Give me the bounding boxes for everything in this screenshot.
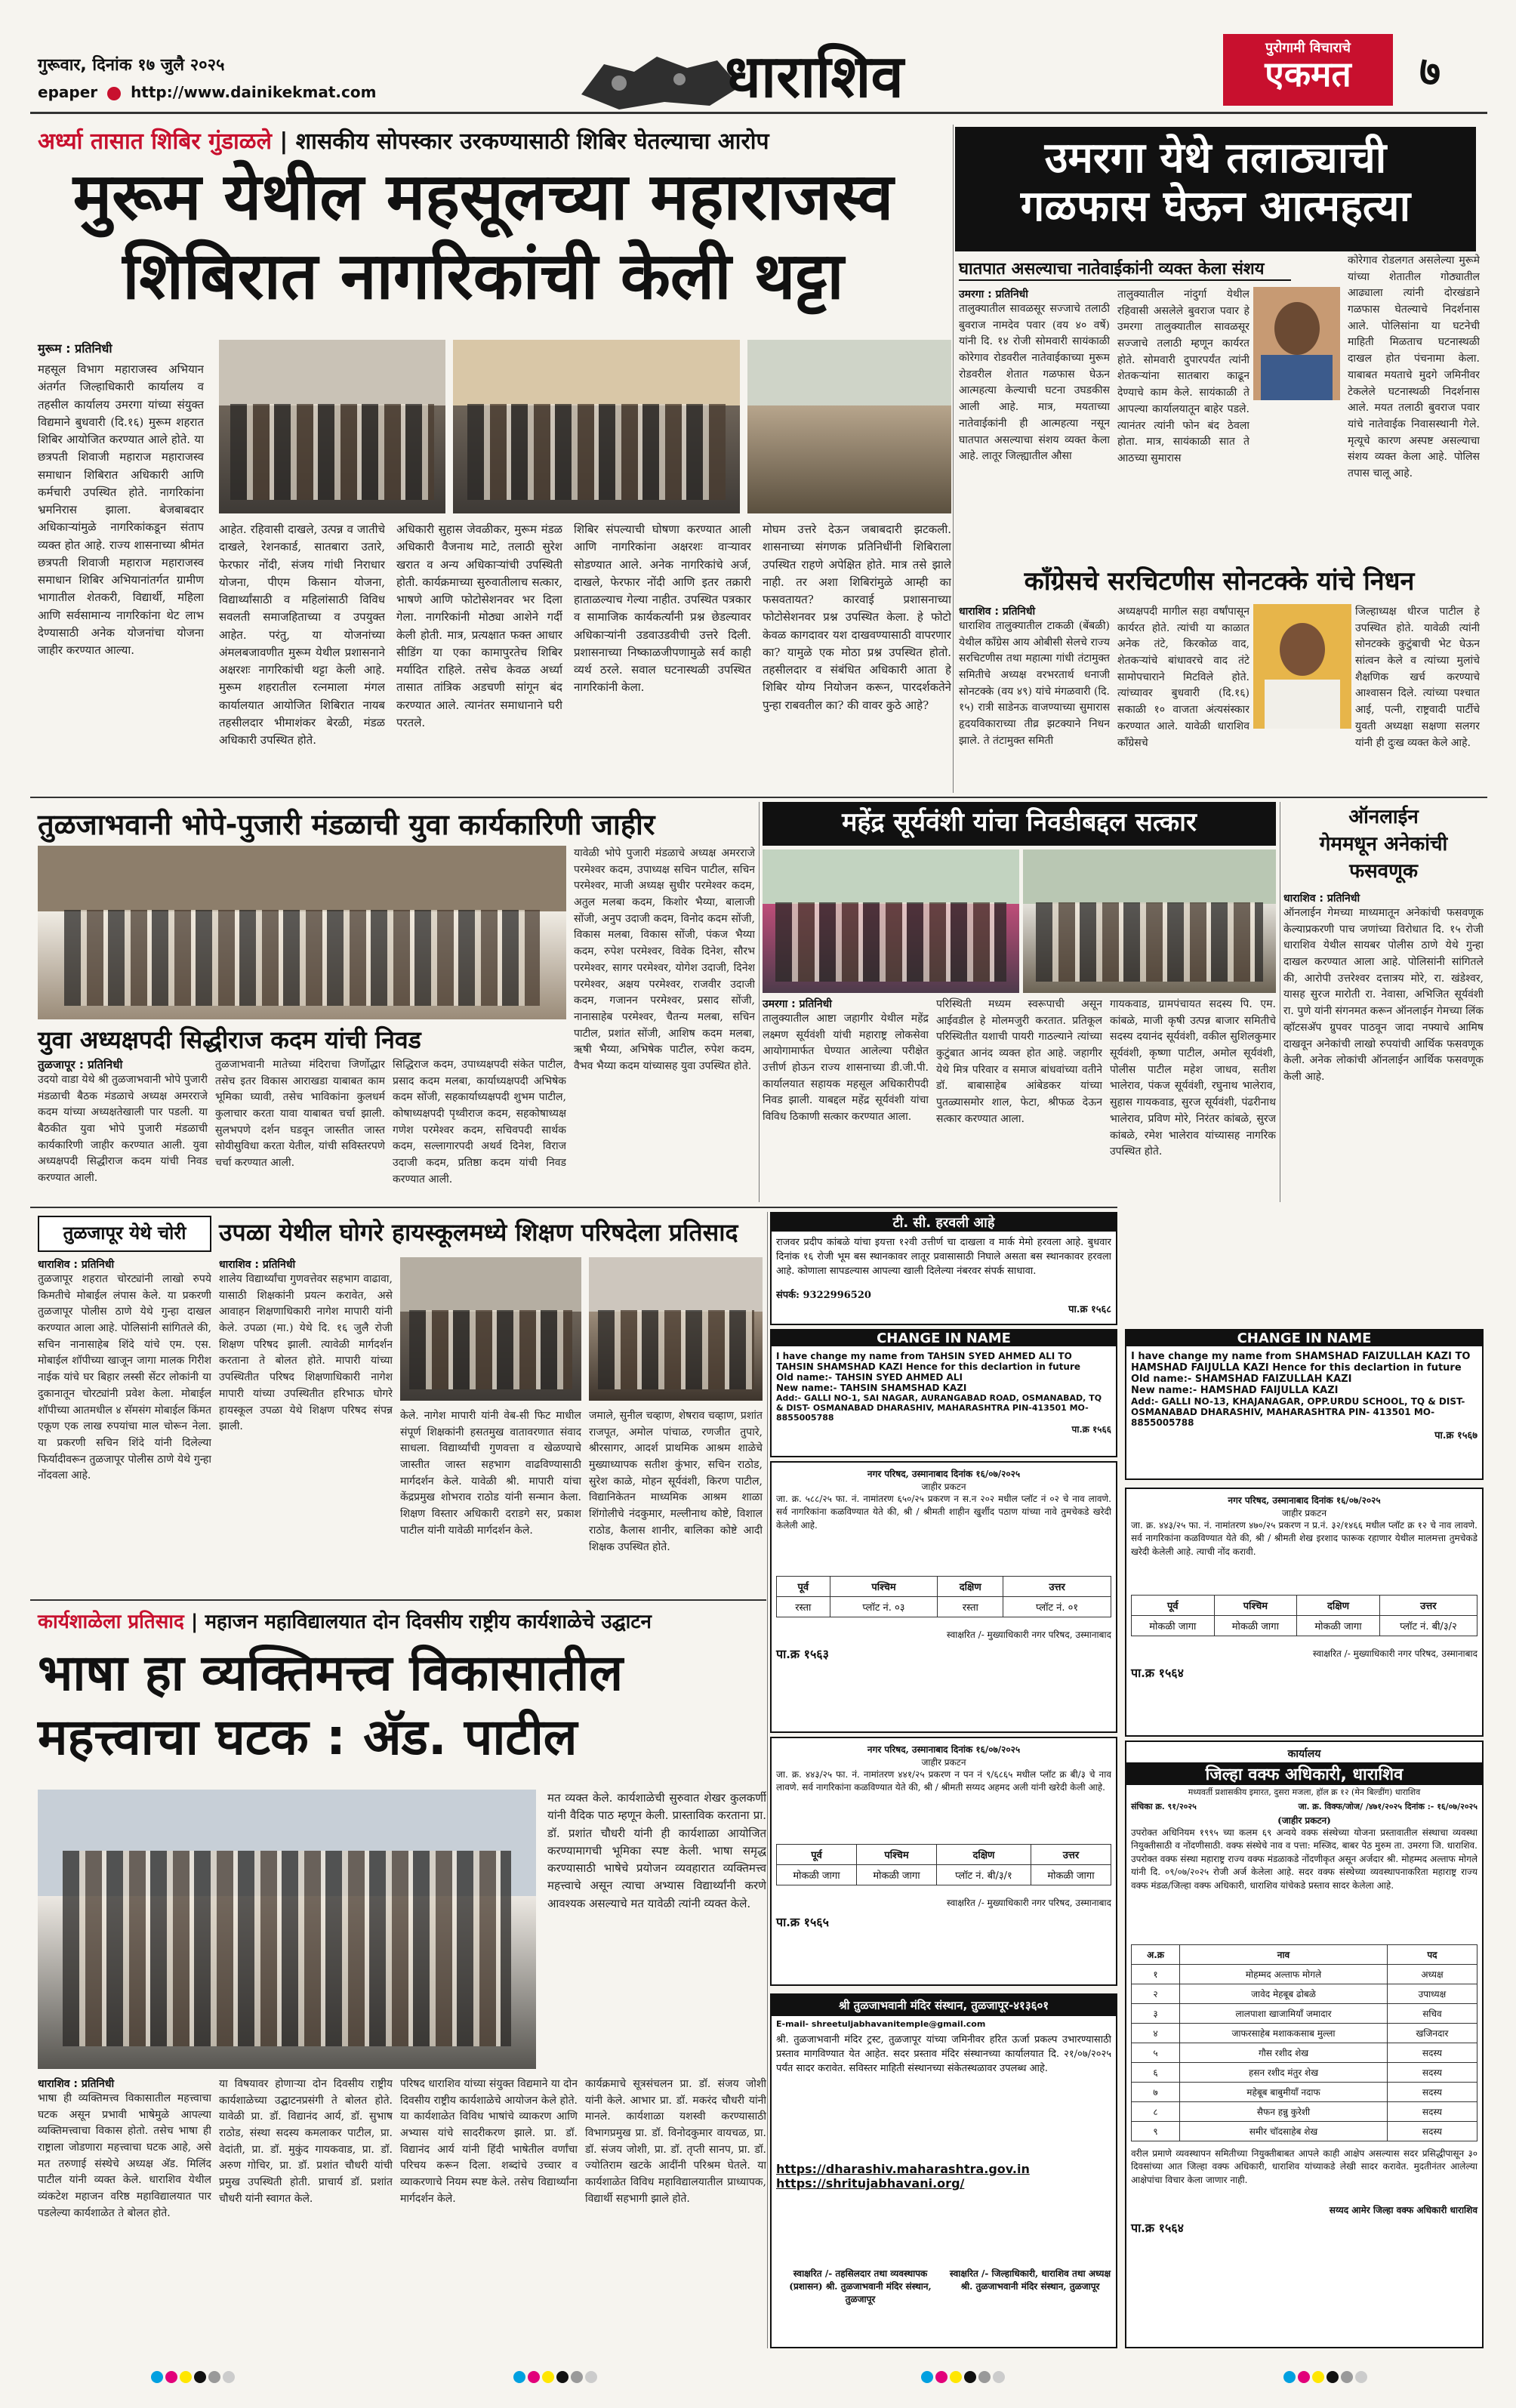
np1-th: दक्षिण [1297, 1596, 1380, 1616]
waqf-cell: ३ [1132, 2004, 1180, 2024]
mahajan-headline-2: महत्त्वाचा घटक : अ‍ॅड. पाटील [38, 1708, 578, 1766]
umarga-headline-1: उमरगा येथे तलाठ्याची [1044, 134, 1387, 183]
waqf-cell: ५ [1132, 2043, 1180, 2063]
np2-body: जा. क्र. ५८८/२५ फा. नं. नामांतरण ६५०/२५ प्रकरण न स.न २०२ मधील प्लॉट नं ०२ चे नाव लावणे. सर्व नागरिकांना कळविण्यात येते की, श्री / श्रीमती शाहीन खुर्शीद पठाण यांच्या नावे तुमचेकडे खरेदी केलेली आहे. [776, 1494, 1111, 1531]
np3-boundary-table [776, 1844, 1111, 1885]
online-fraud-headline-2: गेममधून अनेकांची फसवणूक [1319, 833, 1448, 883]
waqf-cell: जावेद मेहबूब ढोबळे [1180, 1984, 1388, 2004]
np2-td: रस्ता [777, 1597, 830, 1617]
change-name-1-new: New name:- HAMSHAD FAIJULLA KAZI [1131, 1385, 1339, 1396]
upla-headline: उपळा येथील घोगरे हायस्कूलमध्ये शिक्षण परिषदेला प्रतिसाद [219, 1218, 738, 1247]
lead-col-2: आहेत. रहिवासी दाखले, उत्पन्न व जातीचे दाखले, रेशनकार्ड, सातबारा उतारे, फेरफार नोंदी, संजय गांधी निराधार योजना, पीएम किसान योजना, विद्यार्थ्यांसाठी व महिलांसाठी विविध सवलती समाजहिताच्या व उपयुक्त आहेत. परंतु, या योजनांच्या अंमलबजावणीत मुरूम येथील प्रशासनाने अक्षरशः नागरिकांची थट्टा केली आहे. मुरूम शहरातील रत्नमाला मंगल कार्यालयात आयोजित शिबिरात नायब तहसीलदार भीमाशंकर बेरळी, मंडळ अधिकारी उपस्थित होते. [219, 523, 385, 747]
tulja-temple-link-2[interactable]: https://shritujabhavani.org/ [776, 2176, 965, 2191]
epaper-label: epaper [38, 83, 98, 101]
tuljabhavani-col-1: उदयो वाडा येथे श्री तुळजाभवानी भोपे पुजारी मंडळाची बैठक मंडळाचे अध्यक्ष अमरराजे कदम यांच्या अध्यक्षतेखाली पार पडली. या बैठकीत युवा भोपे पुजारी मंडळाची कार्यकारिणी जाहीर करण्यात आली. युवा अध्यक्षपदी सिद्धीराज कदम यांची निवड करण्यात आली. [38, 1074, 208, 1185]
np2-signer: स्वाक्षरित /- मुख्याधिकारी नगर परिषद, उस्मानाबाद [946, 1629, 1111, 1640]
waqf-row [1132, 2063, 1477, 2083]
upla-col-1: शालेय विद्यार्थ्यांचा गुणवत्तेवर सहभाग वाढावा, यासाठी शिक्षकांनी प्रयत्न करावेत, असे आवाहन शिक्षणाधिकारी नागेश मापारी यांनी केले. उपळा (मा.) येथे दि. १६ जुलै रोजी शिक्षण परिषद झाली. त्यावेळी मार्गदर्शन करताना ते बोलत होते. मापारी यांच्या उपस्थितीत परिषद शिक्षणाधिकारी नागेश मापारी यांच्या उपस्थितीत हरिभाऊ घोगरे हायस्कूल उपळा येथे शिक्षण परिषद संपन्न झाली. [219, 1273, 393, 1433]
waqf-address: मध्यवर्ती प्रशासकीय इमारत, दुसरा मजला, हॉल क्र १२ (मेन बिल्डींग) धाराशिव [1188, 1787, 1421, 1797]
waqf-cell: उपाध्यक्ष [1387, 1984, 1477, 2004]
tc-lost-body: राजवर प्रदीप कांबळे यांचा इयत्ता १२वी उत्तीर्ण चा दाखला व मार्क मेमो हरवला आहे. बुधवार दिनांक १६ रोजी भूम बस स्थानकावर लातूर प्रवासासाठी निघाले असता बस स्थानकावर हरवला आहे. कोणाला सापडल्यास आपल्या खाली दिलेल्या नंबरवर संपर्क साधावा. [776, 1237, 1111, 1277]
umarga-headline-2: गळफास घेऊन आत्महत्या [1020, 182, 1411, 232]
mahajan-col-2: या विषयावर होणाऱ्या दोन दिवसीय राष्ट्रीय कार्यशाळेच्या उद्घाटनप्रसंगी ते बोलत होते. यावेळी प्रा. डॉ. विद्यानंद आर्य, डॉ. सुभाष राठोड, संस्था सदस्य कमलाकर पाटील, प्रा. वेदांती, प्रा. डॉ. मुकुंद गायकवाड, प्रा. डॉ. अरुण गोचिर, प्रा. डॉ. प्रशांत चौधरी यांची प्रमुख उपस्थिती होती. प्राचार्य डॉ. प्रशांत चौधरी यांनी स्वागत केले. [219, 2078, 393, 2205]
np2-ref: पा.क्र १५६३ [776, 1647, 829, 1661]
tulja-temple-sign-left: स्वाक्षरित /- तहसिलदार तथा व्यवस्थापक (प्रशासन) श्री. तुळजाभवानी मंदिर संस्थान, तुळजापूर [789, 2268, 932, 2305]
registration-mark-icon [513, 2371, 599, 2386]
waqf-cell: सदस्य [1387, 2043, 1477, 2063]
congress-headline: काँग्रेसचे सरचिटणीस सोनटक्के यांचे निधन [1024, 566, 1415, 597]
theft-byline: धाराशिव : प्रतिनिधी [38, 1259, 115, 1271]
np1-th: पश्चिम [1214, 1596, 1297, 1616]
upla-byline: धाराशिव : प्रतिनिधी [219, 1259, 296, 1271]
tc-lost-ref: पा.क्र १५६८ [1068, 1303, 1111, 1315]
waqf-cell: अध्यक्ष [1387, 1965, 1477, 1984]
epaper-url[interactable]: http://www.dainikekmat.com [131, 83, 377, 101]
np3-th: उत्तर [1031, 1845, 1111, 1865]
change-name-1-notice [1125, 1329, 1484, 1480]
np3-td: प्लॉट नं. बी/३/१ [937, 1865, 1031, 1885]
umarga-col-2: तालुक्यातील नांदुर्गा येथील रहिवासी असलेले बुवराज पवार हे उमरगा तालुक्यातील सावळसूर सज्जाचे तलाठी म्हणून कार्यरत होते. सोमवारी दुपारपर्यंत त्यांनी शेतकऱ्यांना सातबारा काढून देण्याचे काम केले. सायंकाळी ते आपल्या कार्यालयातून बाहेर पडले. त्यानंतर त्यांनी फोन बंद ठेवला होता. मात्र, सायंकाळी सात ते आठच्या सुमारास [1117, 288, 1249, 464]
waqf-th: अ.क्र [1132, 1945, 1180, 1965]
registration-mark-icon [921, 2371, 1007, 2386]
np3-header: नगर परिषद, उस्मानाबाद दिनांक १६/०७/२०२५ [867, 1744, 1021, 1755]
umarga-col-1: तालुक्यातील सावळसूर सज्जाचे तलाठी बुवराज नामदेव पवार (वय ४० वर्षे) यांनी दि. १४ रोजी सोमवारी सायंकाळी कोरेगाव रोडवरील नातेवाईकाच्या मुरूम रोडवरील शेतात गळफास घेऊन आत्महत्या केल्याची घटना उघडकीस आली आहे. मात्र, मयताच्या नातेवाईकांनी ही आत्महत्या नसून घातपात असल्याचा संशय व्यक्त केला आहे. लातूर जिल्ह्यातील औसा [959, 303, 1110, 463]
mahendra-headline: महेंद्र सूर्यवंशी यांचा निवडीबद्दल सत्कार [763, 802, 1276, 846]
mahendra-byline: उमरगा : प्रतिनिधी [763, 998, 832, 1010]
np2-td: रस्ता [938, 1597, 1003, 1617]
congress-byline: धाराशिव : प्रतिनिधी [959, 606, 1036, 618]
np3-th: पूर्व [777, 1845, 857, 1865]
change-name-2-body: I have change my name from TAHSIN SYED AHMED ALI TO TAHSIN SHAMSHAD KAZI Hence for this declartion in future [776, 1351, 1081, 1372]
np1-td: प्लॉट नं. बी/३/२ [1379, 1616, 1477, 1636]
masthead-logo-graphic [574, 42, 747, 113]
np3-td: मोकळी जागा [777, 1865, 857, 1885]
map-graphic [574, 42, 747, 113]
lead-col-4: शिबिर संपल्याची घोषणा करण्यात आली आणि नागरिकांना अक्षरशः वाऱ्यावर सोडण्यात आले. अनेक नागरिकांचे अर्ज, दाखले, फेरफार नोंदी आणि इतर तक्रारी हाताळल्याच गेल्या नाहीत. उपस्थित पत्रकार व सामाजिक कार्यकर्त्यांनी प्रश्न छेडल्यावर अधिकाऱ्यांनी उडवाउडवीची उत्तरे दिली. प्रशासनाच्या निष्काळजीपणामुळे सर्व काही व्यर्थ ठरले. सवाल घटनास्थळी उपस्थित नागरिकांनी केला. [574, 523, 751, 695]
mahajan-side-text: मत व्यक्त केले. कार्यशाळेची सुरुवात शेखर कुलकर्णी यांनी वैदिक पाठ म्हणून केली. प्रास्ताविक करताना प्रा. डॉ. प्रशांत चौधरी यांनी ही कार्यशाळा आयोजित करण्यामागची भूमिका स्पष्ट केली. भाषा समृद्ध करण्यासाठी भाषेचे प्रयोजन व्यवहारात व्यक्तिमत्त्व महत्त्वाचे असून त्याचा अभ्यास विद्यार्थ्यांनी करणे आवश्यक असल्याचे मत यावेळी त्यांनी व्यक्त केले. [547, 1791, 766, 1910]
date-line: गुरूवार, दिनांक १७ जुलै २०२५ [38, 56, 225, 75]
congress-col-1: धाराशिव तालुक्यातील टाकळी (बेंबळी) येथील काँग्रेस आय ओबीसी सेलचे राज्य सरचिटणीस तथा महात्मा गांधी तंटामुक्त समितीचे अध्यक्ष वरभरतार्थ धनाजी सोनटक्के (वय ४९) यांचे मंगळवारी (दि. १५) रात्री साडेनऊ वाजण्याच्या सुमारास हृदयविकाराच्या तीव्र झटक्याने निधन झाले. ते तंटामुक्त समिती [959, 620, 1110, 747]
np1-th: पूर्व [1132, 1596, 1215, 1616]
np3-body: जा. क्र. ४४३/२५ फा. नं. नामांतरण ४४१/२५ प्रकरण न पन नं ९/६८६५ मधील प्लॉट क्र बी/३ चे नाव लावणे. सर्व नागरिकांना कळविण्यात येते की, श्री / श्रीमती सय्यद अहमद अली यांनी खरेदी केली आहे. [776, 1769, 1111, 1793]
lead-kicker [38, 125, 944, 156]
tulja-temple-link-1[interactable]: https://dharashiv.maharashtra.gov.in [776, 2162, 1030, 2176]
waqf-body: उपरोक्त अधिनियम १९९५ च्या कलम ६९ अन्वये वक्फ संस्थेच्या योजना प्रस्तावातील संस्थाचा व्यवस्था नियुक्तीसाठी व नोंदणीसाठी. वक्फ संस्थेचे नाव व पत्ता: मस्जिद, बाबर पेठ मुरुम ता. उमरगा जि. धाराशिव. उपरोक्त वक्फ संस्था महाराष्ट्र राज्य वक्फ मंडळाकडे नोंदणीकृत असून अर्जदार श्री. मोहम्मद अल्ताफ मोगले यांनी दि. ०९/०७/२०२५ रोजी अर्ज केलेला आहे. सदर वक्फ संस्थेच्या व्यवस्थापनाकरिता महाराष्ट्र राज्य वक्फ मंडळ/जिल्हा वक्फ अधिकारी, धाराशिव यांचेकडे प्रस्ताव सादर केलेला आहे. [1131, 1827, 1477, 1891]
section-rule-1 [30, 797, 1487, 798]
waqf-cell: ७ [1132, 2083, 1180, 2102]
np3-th: पश्चिम [857, 1845, 937, 1865]
tc-lost-contact: संपर्क: 9322996520 [776, 1290, 871, 1301]
waqf-cell: २ [1132, 1984, 1180, 2004]
change-name-2-notice [770, 1329, 1117, 1457]
np3-td: मोकळी जागा [857, 1865, 937, 1885]
tulja-temple-sign-right: स्वाक्षरित /- जिल्हाधिकारी, धाराशिव तथा अध्यक्ष श्री. तुळजाभवानी मंदिर संस्थान, तुळजापूर [949, 2268, 1111, 2292]
tuljabhavani-photo-caption: युवा अध्यक्षपदी सिद्धीराज कदम यांची निवड [38, 1025, 421, 1054]
online-fraud-block [1283, 802, 1484, 1230]
waqf-cell: जाफरसाहेब मशाककसाब मुल्ला [1180, 2024, 1388, 2043]
change-name-1-ref: पा.क्र १५६७ [1434, 1430, 1477, 1441]
change-name-2-ref: पा.क्र १५६६ [1071, 1424, 1111, 1435]
lead-headline-2: शिबिरात नागरिकांची केली थट्टा [122, 239, 844, 314]
np1-sub: जाहीर प्रकटन [1282, 1508, 1326, 1518]
tc-lost-title: टी. सी. हरवली आहे [772, 1213, 1116, 1232]
mahendra-photo-2 [1023, 849, 1276, 993]
congress-col-1-wrap [959, 604, 1110, 800]
waqf-row [1132, 2102, 1477, 2122]
mahajan-col-1-wrap [38, 2077, 211, 2340]
mahajan-kicker-separator: | [190, 1611, 205, 1633]
congress-col-2: अध्यक्षपदी मागील सहा वर्षांपासून कार्यरत होते. त्यांची या काळात अनेक तंटे, किरकोळ वाद, शेतकऱ्यांचे बांधावरचे वाद तंटे सामोपचाराने मिटविले होते. त्यांच्यावर बुधवारी (दि.१६) सकाळी १० वाजता अंत्यसंस्कार करण्यात आले. यावेळी धाराशिव काँग्रेसचे [1117, 606, 1249, 749]
mahajan-kicker-red: कार्यशाळेला प्रतिसाद [38, 1611, 184, 1633]
waqf-row [1132, 2083, 1477, 2102]
change-name-1-address: Add:- GALLI NO-13, KHAJANAGAR, OPP.URDU SCHOOL, TQ & DIST- OSMANABAD DHARASHIV, MAHARASHTRA PIN- 413501 MO-8855005788 [1131, 1396, 1465, 1428]
waqf-title-2: जिल्हा वक्फ अधिकारी, धाराशिव [1126, 1762, 1482, 1785]
mahajan-headline-1: भाषा हा व्यक्तिमत्त्व विकासातील [38, 1644, 624, 1702]
np1-td: मोकळी जागा [1297, 1616, 1380, 1636]
waqf-cell: ९ [1132, 2122, 1180, 2141]
waqf-cell: सदस्य [1387, 2083, 1477, 2102]
mahendra-col-2: परिस्थिती मध्यम स्वरूपाची असून आईवडील हे मोलमजुरी करतात. प्रतिकूल परिस्थितीत यशाची पायरी गाठल्याने त्यांच्या कुटुंबात आनंद व्यक्त होत आहे. जहागीर येथे मित्र परिवार व समाज बांधवांच्या वतीने डॉ. बाबासाहेब आंबेडकर यांच्या पुतळ्यासमोर शाल, फेटा, श्रीफळ देऊन सत्कार करण्यात आला. [936, 998, 1102, 1125]
np1-body: जा. क्र. ४४३/२५ फा. नं. नामांतरण ४७०/२५ प्रकरण न प्र.नं. ३२/१४६६ मधील प्लॉट क्र १२ चे नाव लावणे. सर्व नागरिकांना कळविण्यात येते की, श्री / श्रीमती शेख इरशाद फारूक रहाणार येथील मालमत्ता तुमचेकडे खरेदी केलेली आहे. त्याची नोंद करावी. [1131, 1520, 1477, 1557]
np2-header: नगर परिषद, उस्मानाबाद दिनांक १६/०७/२०२५ [867, 1469, 1021, 1479]
waqf-row [1132, 1984, 1477, 2004]
lead-photo-1 [219, 340, 445, 513]
tuljabhavani-col-3: सिद्धिराज कदम, उपाध्यक्षपदी संकेत पाटील, प्रसाद कदम मलबा, कार्याध्यक्षपदी अभिषेक कदम सोंजी, सहकार्याध्यक्षपदी शुभम पाटील, कोषाध्यक्षपदी पृथ्वीराज कदम, सहकोषाध्यक्ष गणेश परमेश्वर कदम, सचिवपदी सार्थक कदम, सल्लागारपदी अथर्व दिनेश, विराज उदाजी कदम, प्रतिष्ठा कदम यांची निवड करण्यात आली. [393, 1059, 566, 1186]
upla-photo-2 [589, 1257, 763, 1401]
np3-signer: स्वाक्षरित /- मुख्याधिकारी नगर परिषद, उस्मानाबाद [946, 1898, 1111, 1908]
lead-col-1: महसूल विभाग महाराजस्व अभियान अंतर्गत जिल्हाधिकारी कार्यालय व तहसील कार्यालय उमरगा यांच्या संयुक्त विद्यमाने बुधवारी (दि.१६) मुरूम शहरात शिबिर आयोजित करण्यात आले होते. या छत्रपती शिवाजी महाराज महाराजस्व समाधान शिबिरात अधिकारी आणि कर्मचारी उपस्थित होते. नागरिकांना भ्रमनिरास झाला. बेजबाबदार अधिकाऱ्यांमुळे नागरिकांकडून संताप व्यक्त होत आहे. राज्य शासनाच्या श्रीमंत छत्रपती शिवाजी महाराज महाराजस्व समाधान शिबिर अभियानांतर्गत ग्रामीण भागातील शेतकरी, विद्यार्थी, महिला आणि सर्वसामान्य नागरिकांना थेट लाभ देण्यासाठी अनेक योजनांचा योजना जाहीर करण्यात आल्या. [38, 362, 204, 657]
online-fraud-body: ऑनलाईन गेमच्या माध्यमातून अनेकांची फसवणूक केल्याप्रकरणी पाच जणांच्या विरोधात दि. १५ रोजी धाराशिव येथील सायबर पोलीस ठाणे येथे गुन्हा दाखल करण्यात आला आहे. पोलिसांनी सांगितले की, आरोपी उत्तरेश्वर दत्तात्रय मोरे, रा. खंडेश्वर, यासह सुरज मारोती रा. नेवासा, अभिजित सूर्यवंशी रा. पुणे यांनी संगनमत करून ऑनलाईन गेमच्या लिंक व्हॉटसअ‍ॅप ग्रुपवर पाठवून जादा नफ्याचे आमिष दाखवून अनेकांची लाखो रुपयांची आर्थिक फसवणूक केली. अनेक लोकांची ऑनलाईन आर्थिक फसवणूक केली आहे. [1283, 907, 1484, 1083]
mahajan-col-3: परिषद धाराशिव यांच्या संयुक्त विद्यमाने या दोन दिवसीय राष्ट्रीय कार्यशाळेचे आयोजन केले होते. या कार्यशाळेत विविध भाषांचे व्याकरण आणि अभ्यास यांचे सादरीकरण झाले. प्रा. डॉ. विद्यानंद आर्य यांनी हिंदी भाषेतील वर्णांचा परिचय करून दिला. शब्दांचे उच्चार व व्याकरणाचे नियम स्पष्ट केले. तसेच विद्यार्थ्यांना मार्गदर्शन केले. [400, 2078, 578, 2205]
change-name-2-old: Old name:- TAHSIN SYED AHMED ALI [776, 1372, 963, 1383]
np3-th: दक्षिण [937, 1845, 1031, 1865]
upla-photo-1 [400, 1257, 581, 1401]
np2-td: प्लॉट नं. ०३ [830, 1597, 938, 1617]
waqf-ref-row [1131, 1801, 1477, 1812]
waqf-row [1132, 2043, 1477, 2063]
section-rule-2 [30, 1207, 1117, 1208]
masthead-rule [30, 112, 1487, 114]
waqf-th: नाव [1180, 1945, 1388, 1965]
tuljabhavani-photo [38, 846, 566, 1019]
waqf-row [1132, 2122, 1477, 2141]
umarga-col-1-wrap [959, 287, 1110, 550]
tuljabhavani-headline: तुळजाभवानी भोपे-पुजारी मंडळाची युवा कार्यकारिणी जाहीर [38, 808, 655, 841]
lead-photo-2 [453, 340, 740, 513]
upla-col-1-wrap [219, 1257, 393, 1604]
np3-sub: जाहीर प्रकटन [921, 1757, 966, 1768]
waqf-cell: ४ [1132, 2024, 1180, 2043]
mahajan-kicker-rest: महाजन महाविद्यालयात दोन दिवसीय राष्ट्रीय कार्यशाळेचे उद्घाटन [205, 1611, 652, 1633]
column-rule [767, 1212, 768, 2348]
mahendra-photo-1 [763, 849, 1019, 993]
np2-sub: जाहीर प्रकटन [921, 1481, 966, 1492]
waqf-signer: सय्यद आमेर जिल्हा वक्फ अधिकारी धाराशिव [1329, 2205, 1477, 2215]
mahendra-col-3: गायकवाड, ग्रामपंचायत सदस्य पि. एम. कांबळे, माजी कृषी उत्पन्न बाजार समितीचे सदस्य दयानंद सूर्यवंशी, वकील सुशिलकुमार सूर्यवंशी, कृष्णा पाटील, अमोल सूर्यवंशी, पोलीस पाटील महेश जाधव, सतीश भालेराव, पंकज सूर्यवंशी, रघुनाथ भालेराव, सुहास गायकवाड, सुरज सूर्यवंशी, पंढरीनाथ भालेराव, प्रविण मोरे, निरंतर कांबळे, सुरज कांबळे, रमेश भालेराव यांच्यासह नागरिक उपस्थित होते. [1110, 998, 1276, 1158]
waqf-cell: १ [1132, 1965, 1180, 1984]
waqf-ref-left: संचिका क्र. ९१/२०२५ [1131, 1802, 1197, 1811]
globe-icon [107, 87, 121, 100]
tc-lost-notice [770, 1212, 1117, 1325]
waqf-cell: समीर चॉदसाहेब शेख [1180, 2122, 1388, 2141]
np2-th: दक्षिण [938, 1577, 1003, 1597]
mahajan-photo [38, 1790, 536, 2069]
lead-col-3: अधिकारी सुहास जेवळीकर, मुरूम मंडळ अधिकारी वैजनाथ माटे, तलाठी सुरेश खरात व अन्य अधिकाऱ्यांची उपस्थिती होती. कार्यक्रमाच्या सुरुवातीलाच सत्कार, भाषणे आणि फोटोसेशनवर भर दिला गेला. नागरिकांनी मोठ्या आशेने गर्दी केली होती. मात्र, प्रत्यक्षात फक्त आधार सीडिंग या एका कामापुरतेच शिबिर मर्यादित राहिले. तसेच केवळ अर्ध्या तासात तांत्रिक अडचणी सांगून बंद करण्यात आले. त्यानंतर समाधानाने घरी परतले. [396, 523, 562, 729]
np2-th: पश्चिम [830, 1577, 938, 1597]
waqf-title-1: कार्यालय [1287, 1748, 1321, 1760]
change-name-1-body: I have change my name from SHAMSHAD FAIZULLAH KAZI TO HAMSHAD FAIJULLA KAZI Hence for this declartion in future [1131, 1351, 1471, 1374]
nagar-parishad-1-notice [1125, 1488, 1484, 1737]
upla-col-2: केले. नागेश मापारी यांनी वेब-सी फिट माधील संपूर्ण शिक्षकांनी हसतमुख वातावरणात संवाद साधला. विद्यार्थ्यांची गुणवत्ता व खेळण्याचे जास्तीत जास्त सहभाग वाढविण्यासाठी मार्गदर्शन केले. यावेळी श्री. मापारी यांचा केंद्रप्रमुख शोभराव राठोड यांनी सन्मान केला. शिक्षण विस्तार अधिकारी दराडगे सर, प्रकाश पाटील यांनी यावेळी मार्गदर्शन केले. [400, 1410, 581, 1537]
page-number: ७ [1419, 48, 1441, 95]
online-fraud-headline-1: ऑनलाईन [1348, 806, 1419, 828]
kicker-separator: | [279, 128, 296, 155]
waqf-row [1132, 1965, 1477, 1984]
brand-box [1223, 34, 1393, 106]
waqf-cell: ६ [1132, 2063, 1180, 2083]
change-name-2-title: CHANGE IN NAME [772, 1330, 1116, 1346]
waqf-row [1132, 2004, 1477, 2024]
change-name-1-old: Old name:- SHAMSHAD FAIZULLAH KAZI [1131, 1374, 1352, 1385]
upla-col-3: जमाले, सुनील चव्हाण, शेषराव चव्हाण, प्रशांत राजपूत, अमोल पांचाळ, रणजीत तुपारे, श्रीरसागर, आदर्श प्राथमिक आश्रम शाळेचे मुख्याध्यापक सतीश कुंभार, सचिन राठोड, सुरेश काळे, मोहन सूर्यवंशी, किरण पाटील, विद्यानिकेतन माध्यमिक आश्रम शाळा शिंगोलीचे नंदकुमार, मल्लीनाथ कोष्टे, विशाल राठोड, कैलास शानीर, बालिका कोष्टे आदी शिक्षक उपस्थित होते. [589, 1410, 763, 1553]
waqf-cell: महेबूब बाबुमीयाँ नदाफ [1180, 2083, 1388, 2102]
waqf-sub: (जाहीर प्रकटन) [1277, 1815, 1331, 1826]
mahendra-col-1-wrap [763, 997, 929, 1192]
waqf-cell: खजिनदार [1387, 2024, 1477, 2043]
umarga-headline-box [955, 127, 1476, 251]
tuljabhavani-col-4: यावेळी भोपे पुजारी मंडळाचे अध्यक्ष अमरराजे परमेश्वर कदम, उपाध्यक्ष सचिन पाटील, सचिन परमेश्वर, माजी अध्यक्ष सुधीर परमेश्वर कदम, अतुल मलबा कदम, किशोर भैय्या, बालाजी सोंजी, अनुप उदाजी कदम, विनोद कदम सोंजी, विकास मलबा, विकास सोंजी, पंकज भैय्या कदम, रुपेश परमेश्वर, विवेक दिनेश, सौरभ परमेश्वर, सागर परमेश्वर, योगेश उदाजी, दिनेश परमेश्वर, अक्षय परमेश्वर, राजवीर उदाजी कदम, गजानन परमेश्वर, प्रसाद सोंजी, नानासाहेब परमेश्वर, चैतन्य मलबा, सचिन पाटील, प्रशांत सोंजी, आशिष कदम मलबा, ऋषी भैय्या, अभिषेक पाटील, रुपेश कदम, वैभव भैय्या कदम यांच्यासह युवा उपस्थित होते. [574, 847, 755, 1072]
waqf-ref-right: जा. क्र. विक्फ/जोज/ /४७१/२०२५ दिनांक :- १६/०७/२०२५ [1298, 1802, 1477, 1811]
waqf-cell: सैफन हन्नु कुरेशी [1180, 2102, 1388, 2122]
mahajan-col-1: भाषा ही व्यक्तिमत्त्व विकासातील महत्त्वाचा घटक असून प्रभावी भाषेमुळे आपल्या व्यक्तिमत्त्वाचा विकास होतो. तसेच भाषा ही राष्ट्राला जोडणारा महत्त्वाचा घटक आहे, असे मत तरुणाई संस्थेचे अध्यक्ष अ‍ॅड. मिलिंद पाटील यांनी व्यक्त केले. धाराशिव येथील व्यंकटेश महाजन वरिष्ठ महाविद्यालयात पार पडलेल्या कार्यशाळेत ते बोलत होते. [38, 2092, 211, 2219]
np1-td: मोकळी जागा [1132, 1616, 1215, 1636]
theft-wrap [38, 1257, 211, 1619]
mahajan-kicker [38, 1607, 770, 1634]
waqf-th: पद [1387, 1945, 1477, 1965]
masthead [0, 0, 1516, 113]
lead-kicker-rest: शासकीय सोपस्कार उरकण्यासाठी शिबिर घेतल्याचा आरोप [295, 128, 769, 155]
column-rule [759, 802, 760, 1202]
registration-mark-icon [151, 2371, 237, 2386]
lead-kicker-red: अर्ध्या तासात शिबिर गुंडाळले [38, 128, 272, 155]
np1-th: उत्तर [1379, 1596, 1477, 1616]
epaper-line[interactable] [38, 83, 376, 101]
waqf-cell: सदस्य [1387, 2102, 1477, 2122]
np3-td: मोकळी जागा [1031, 1865, 1111, 1885]
waqf-cell: मोहम्मद अल्ताफ मोगले [1180, 1965, 1388, 1984]
brand-tagline: पुरोगामी विचाराचे [1265, 40, 1351, 56]
np2-th: उत्तर [1003, 1577, 1111, 1597]
tulja-temple-email[interactable]: E-mail- shreetuljabhavanitemple@gmail.com [776, 2019, 986, 2029]
mahajan-byline: धाराशिव : प्रतिनिधी [38, 2078, 115, 2090]
waqf-ref: पा.क्र १५६४ [1131, 2221, 1184, 2235]
np1-boundary-table [1131, 1595, 1477, 1636]
umarga-portrait [1253, 287, 1340, 400]
waqf-cell: हसन रशीद मंतुर शेख [1180, 2063, 1388, 2083]
tuljabhavani-col-1-wrap [38, 1057, 208, 1193]
np1-td: मोकळी जागा [1214, 1616, 1297, 1636]
theft-body: तुळजापूर शहरात चोरट्यांनी लाखो रुपये किमतीचे मोबाईल लंपास केले. या प्रकरणी तुळजापूर पोलीस ठाणे येथे गुन्हा दाखल करण्यात आला आहे. पोलिसांनी सांगितले की, सचिन नानासाहेब शिंदे यांचे एम. एस. मोबाईल शॉपीच्या खाजून जागा मालक गिरीश नाईक यांचे घर बिहार लस्सी सेंटर लोकांनी या दुकानातून चोरट्यांनी प्रवेश केला. मोबाईल शॉपीच्या आतमधील ४ सॅमसंग मोबाईल किंमत एकूण एक लाख रुपयांचा माल चोरून नेला. या प्रकरणी सचिन शिंदे यांनी दिलेल्या फिर्यादीवरून तुळजापूर पोलीस ठाणे येथे गुन्हा नोंदवला आहे. [38, 1273, 211, 1482]
waqf-row [1132, 2024, 1477, 2043]
lead-headline-1: मुरूम येथील महसूलच्या महाराजस्व [72, 159, 894, 235]
lead-col-5: मोघम उत्तरे देऊन जबाबदारी झटकली. शासनाच्या संगणक प्रतिनिधींनी शिबिराला उपस्थित राहणे अपेक्षित होते. मात्र तसे झाले नाही. तर अशा शिबिरांमुळे आम्ही का फसवतायत? कारवाई प्रशासनाच्या फोटोसेशनवर प्रश्न उपस्थित केला. हे फोटो केवळ कागदावर यश दाखवण्यासाठी वापरणार का? यामुळे एक मोठा प्रश्न उपस्थित होतो. तहसीलदार व संबंधित अधिकारी आता हे शिबिर योग्य नियोजन करून, पारदर्शकतेने पुन्हा राबवतील का? की वावर कुठे आहे? [763, 523, 951, 712]
np1-header: नगर परिषद, उस्मानाबाद दिनांक १६/०७/२०२५ [1228, 1495, 1381, 1506]
waqf-cell: सदस्य [1387, 2122, 1477, 2141]
waqf-footer: वरील प्रमाणे व्यवस्थापन समितीच्या नियुक्तीबाबत आपले काही आक्षेप असल्यास सदर प्रसिद्धीपासून ३० दिवसांच्या आत जिल्हा वक्फ अधिकारी, धाराशिव यांच्याकडे लेखी सादर करावेत. मुदतीनंतर आलेल्या आक्षेपांचा विचार केला जाणार नाही. [1131, 2148, 1477, 2185]
column-rule [953, 125, 954, 793]
waqf-notice [1125, 1740, 1484, 2348]
tulja-temple-notice [770, 1993, 1117, 2348]
tulja-temple-title: श्री तुळजाभवानी मंदिर संस्थान, तुळजापूर-४१३६०१ [772, 1995, 1116, 2016]
np1-ref: पा.क्र १५६४ [1131, 1666, 1184, 1680]
registration-mark-icon [1283, 2371, 1370, 2386]
mahendra-col-1: तालुक्यातील आष्टा जहागीर येथील महेंद्र लक्ष्मण सूर्यवंशी यांची महाराष्ट्र लोकसेवा आयोगामार्फत घेण्यात आलेल्या परीक्षेत उत्तीर्ण होऊन राज्य शासनाच्या डी.जी.पी. कार्यालयात सहायक महसूल अधिकारीपदी निवड झाली. याबद्दल महेंद्र सूर्यवंशी यांचा विविध ठिकाणी सत्कार करण्यात आला. [763, 1013, 929, 1124]
brand-name: एकमत [1265, 54, 1351, 94]
umarga-col-3: कोरेगाव रोडलगत असलेल्या मुरूमे यांच्या शेतातील गोठ्यातील आढ्याला त्यांनी दोरखंडाने गळफास घेतल्याचे निदर्शनास आले. पोलिसांना या घटनेची माहिती मिळताच घटनास्थळी दाखल होत पंचनामा केला. याबाबत मयताचे मुदगे जमिनीवर टेकलेले घटनास्थळी निदर्शनास आले. मयत तलाठी बुवराज पवार यांचे नातेवाईक निवासस्थानी गेले. मृत्यूचे कारण अस्पष्ट असल्याचा संशय व्यक्त केला आहे. पोलिस तपास चालू आहे. [1348, 254, 1480, 479]
waqf-cell: सचिव [1387, 2004, 1477, 2024]
umarga-subhead: घातपात असल्याचा नातेवाईकांनी व्यक्त केला संशय [959, 257, 1291, 281]
np3-ref: पा.क्र १५६५ [776, 1915, 829, 1929]
congress-portrait [1253, 604, 1351, 729]
nagar-parishad-2-notice [770, 1461, 1117, 1733]
mahajan-col-4: कार्यक्रमाचे सूत्रसंचलन प्रा. डॉ. संजय जोशी यांनी केले. आभार प्रा. डॉ. मकरंद चौधरी यांनी मानले. कार्यशाळा यशस्वी करण्यासाठी विभागप्रमुख प्रा. डॉ. विनोदकुमार वायचळ, प्रा. डॉ. संजय जोशी, प्रा. डॉ. तृप्ती सानप, प्रा. डॉ. ज्योतिराम खटके आदींनी परिश्रम घेतले. या कार्यशाळेत विविध महाविद्यालयातील प्राध्यापक, विद्यार्थी सहभागी झाले होते. [585, 2078, 766, 2205]
waqf-cell: ८ [1132, 2102, 1180, 2122]
lead-byline: मुरूम : प्रतिनिधी [38, 341, 112, 356]
congress-col-3: जिल्हाध्यक्ष धीरज पाटील हे उपस्थित होते. यावेळी त्यांनी सोनटक्के कुटुंबाची भेट घेऊन सांत्वन केले व त्यांच्या मुलांचे शैक्षणिक खर्च करण्याचे आश्वासन दिले. त्यांच्या पश्चात आई, पत्नी, राष्ट्रवादी पार्टीचे युवती अध्यक्षा सक्षणा सलगर यांनी ही दुःख व्यक्त केले आहे. [1355, 606, 1480, 749]
section-rule-3 [30, 1599, 766, 1601]
waqf-committee-table [1131, 1944, 1477, 2141]
change-name-2-new: New name:- TAHSIN SHAMSHAD KAZI [776, 1383, 967, 1393]
np2-th: पूर्व [777, 1577, 830, 1597]
lead-byline-col [38, 340, 204, 799]
edition-title: धाराशिव [725, 43, 904, 111]
tulja-temple-body: श्री. तुळजाभवानी मंदिर ट्रस्ट, तुळजापूर यांच्या जमिनीवर हरित ऊर्जा प्रकल्प उभारण्यासाठी प्रस्ताव मागविण्यात येत आहेत. सदर प्रस्ताव मंदिर संस्थानच्या कार्यालयात दि. २१/०७/२०२५ पर्यंत सादर करावेत. सविस्तर माहिती संस्थानच्या संकेतस्थळावर उपलब्ध आहे. [776, 2034, 1111, 2074]
waqf-cell: सदस्य [1387, 2063, 1477, 2083]
change-name-2-address: Add:- GALLI NO-1, SAI NAGAR, AURANGABAD ROAD, OSMANABAD, TQ & DIST- OSMANABAD DHARASHIV, MAHARASHTRA PIN-413501 MO-8855005788 [776, 1393, 1102, 1423]
np2-td: प्लॉट नं. ०१ [1003, 1597, 1111, 1617]
np1-signer: स्वाक्षरित /- मुख्याधिकारी नगर परिषद, उस्मानाबाद [1312, 1648, 1477, 1659]
tuljabhavani-col-2: तुळजाभवानी मातेच्या मंदिराचा जिर्णोद्धार तसेच इतर विकास आराखडा याबाबत काम भूमिका घ्यावी, तसेच भाविकांना कुलधर्म कुलाचार करता यावा याबाबत चर्चा झाली. सुलभपणे दर्शन घडवून जास्तीत जास्त सोयीसुविधा करता येतील, यांची सविस्तरपणे चर्चा करण्यात आली. [215, 1059, 385, 1170]
tuljabhavani-byline: तुळजापूर : प्रतिनिधी [38, 1058, 123, 1071]
waqf-cell: लालपाशा खाजामियाँ जमादार [1180, 2004, 1388, 2024]
online-fraud-byline: धाराशिव : प्रतिनिधी [1283, 893, 1360, 905]
nagar-parishad-3-notice [770, 1737, 1117, 1986]
change-name-1-title: CHANGE IN NAME [1126, 1330, 1482, 1346]
waqf-cell: गौस रशीद शेख [1180, 2043, 1388, 2063]
np2-boundary-table [776, 1576, 1111, 1617]
theft-headline: तुळजापूर येथे चोरी [38, 1216, 211, 1252]
umarga-byline: उमरगा : प्रतिनिधी [959, 288, 1028, 301]
